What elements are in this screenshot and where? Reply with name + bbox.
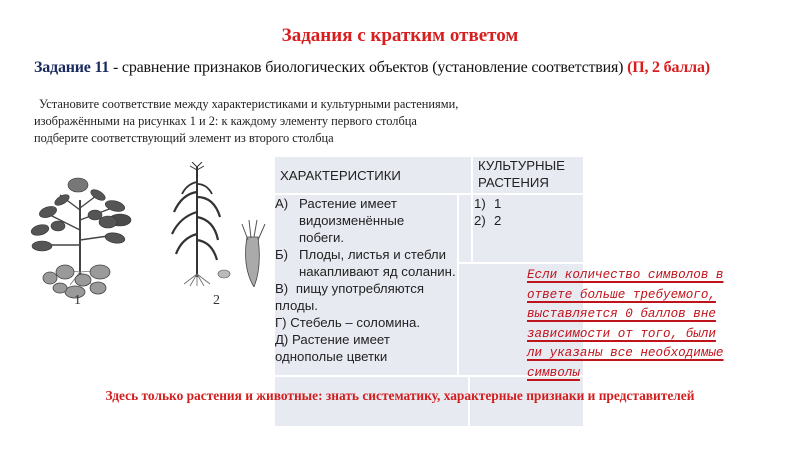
footer-hint: Здесь только растения и животные: знать систематику, характерные признаки и представителей [105, 388, 695, 403]
task-points: (П, 2 балла) [627, 59, 710, 76]
plant-option: 1) 1 [474, 196, 502, 211]
characteristic-item: Г) Стебель – соломина. [275, 315, 421, 330]
characteristic-item: В) пищу употребляются плоды. [275, 281, 424, 313]
table-spacer-cell [459, 195, 471, 262]
corn-plant-illustration [162, 162, 272, 287]
characteristics-cell [275, 195, 457, 375]
figure-2-label: 2 [213, 293, 220, 308]
figure-1-label: 1 [74, 293, 81, 308]
plant-option: 2) 2 [474, 213, 502, 228]
scoring-note: Если количество символов в ответе больше требуемого, выставляется 0 баллов вне зависимости от того, были ли указаны все необходимые символы [527, 268, 724, 380]
potato-plant-illustration [20, 160, 140, 300]
instruction-line: Установите соответствие между характеристиками и культурными растениями, [39, 97, 459, 111]
characteristic-item: Б) Плоды, листья и стебли накапливают яд соланин. [275, 247, 456, 279]
task-description: - сравнение признаков биологических объектов (установление соответствия) [109, 59, 628, 76]
table-header-characteristics: ХАРАКТЕРИСТИКИ [275, 157, 471, 193]
task-instructions [34, 96, 514, 147]
task-heading [34, 59, 710, 77]
characteristic-item: А) Растение имеет видоизменённые побеги. [275, 196, 405, 245]
plants-cell [473, 195, 583, 262]
table-header-plants-text: КУЛЬТУРНЫЕ РАСТЕНИЯ [478, 158, 565, 190]
characteristic-item: Д) Растение имеет однополые цветки [275, 332, 390, 364]
task-number: Задание 11 [34, 59, 110, 76]
instruction-line: изображёнными на рисунках 1 и 2: к каждому элементу первого столбца [34, 114, 417, 128]
instruction-line: подберите соответствующий элемент из второго столбца [34, 131, 334, 145]
slide-title: Задания с кратким ответом [281, 25, 519, 46]
table-header-plants [473, 157, 583, 193]
